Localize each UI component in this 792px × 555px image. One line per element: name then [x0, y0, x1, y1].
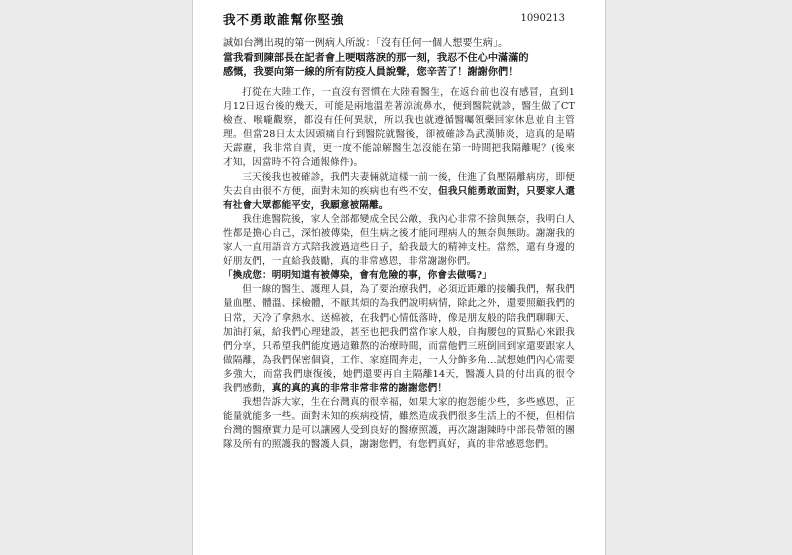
paragraph-4-emphasis: 真的真的真的非常非常非常的謝謝您們！: [271, 382, 448, 394]
intro-line-1: 誠如台灣出現的第一例病人所說：「沒有任何一個人想要生病」。: [223, 38, 509, 49]
paragraph-3: 我住進醫院後，家人全部都變成全民公敵，我內心非常不捨與無奈，我明白人性都是擔心自己，深怕被傳染，但生病之後才能同理病人的無奈與無助。謝謝我的家人一直用語音方式陪我渡過這些日子，給我最大的精神支柱。當然，還有身邊的好朋友們，一直給我鼓勵，真的非常感恩，非常謝謝你們。: [223, 213, 575, 268]
intro-line-3: 感慨，我要向第一線的所有防疫人員說聲，您辛苦了！謝謝你們！: [223, 66, 519, 78]
paragraph-2-text: 三天後我也被確診，我們夫妻倆就這樣一前一後，住進了負壓隔離病房，即便失去自由很不方便，面對未知的疾病也有些不安，: [223, 171, 575, 197]
document-title: 我不勇敢誰幫你堅強: [223, 12, 345, 27]
document-body: [223, 86, 575, 452]
paragraph-4: [223, 283, 575, 396]
intro-line-2: 當我看到陳部長在記者會上哽咽落淚的那一刻，我忍不住心中滿滿的: [223, 52, 529, 64]
document-page: [192, 0, 606, 555]
paragraph-1: 打從在大陸工作，一直沒有習慣在大陸看醫生，在返台前也沒有感冒，直到1月12日返台後的幾天，可能是兩地溫差著涼流鼻水，便到醫院就診，醫生做了CT檢查、喉嚨觀察，都沒有任何異狀，所以我也就遵循醫囑領藥回家休息並自主管理。但當28日太太因頭痛自行到醫院就醫後，卻被確診為武漢肺炎，這真的是晴天霹靂，我非常自責，更一度不能諒解醫生怎沒能在第一時間把我隔離呢？(後來才知，因當時不符合通報條件)。: [223, 87, 575, 169]
intro-section: [223, 37, 573, 79]
paragraph-5: 我想告訴大家，生在台灣真的很幸福，如果大家的抱怨能少些，多些感恩，正能量就能多一些。面對未知的疾病疫情，雖然造成我們很多生活上的不便，但相信台灣的醫療實力是可以讓國人受到良好的醫療照護，再次謝謝陳時中部長帶領的團隊及所有的照護我的醫護人員，謝謝您們，有您們真好，真的非常感恩您們。: [223, 397, 575, 451]
document-number: 1090213: [520, 13, 565, 24]
paragraph-2-emphasis: 但我只能勇敢面對，只要家人還有社會大眾都能平安，我願意被隔離。: [223, 185, 575, 211]
question-heading: 「換成您：明明知道有被傳染，會有危險的事，你會去做嗎?」: [223, 270, 492, 282]
paragraph-2: [223, 171, 575, 213]
paragraph-4-text: 但一線的醫生、護理人員，為了要治療我們，必須近距離的接觸我們，幫我們量血壓、體溫、採檢體，不厭其煩的為我們說明病情，除此之外，還要照顧我們的日常，天冷了拿熱水、送棉被，在我們心情低落時，像是朋友般的陪我們聊聊天、加油打氣，給我們心理建設，甚至也把我們當作家人般，自掏腰包的買點心來跟我們分享，只希望我們能度過這難熬的治療時間，而當他們三班倒回到家還要跟家人做隔離，為我們保密個資，工作、家庭間奔走，一人分飾多角…試想她們內心需要多強大，而當我們康復後，她們還要再自主隔離14天，醫護人員的付出真的很令我們感動，: [223, 284, 575, 394]
